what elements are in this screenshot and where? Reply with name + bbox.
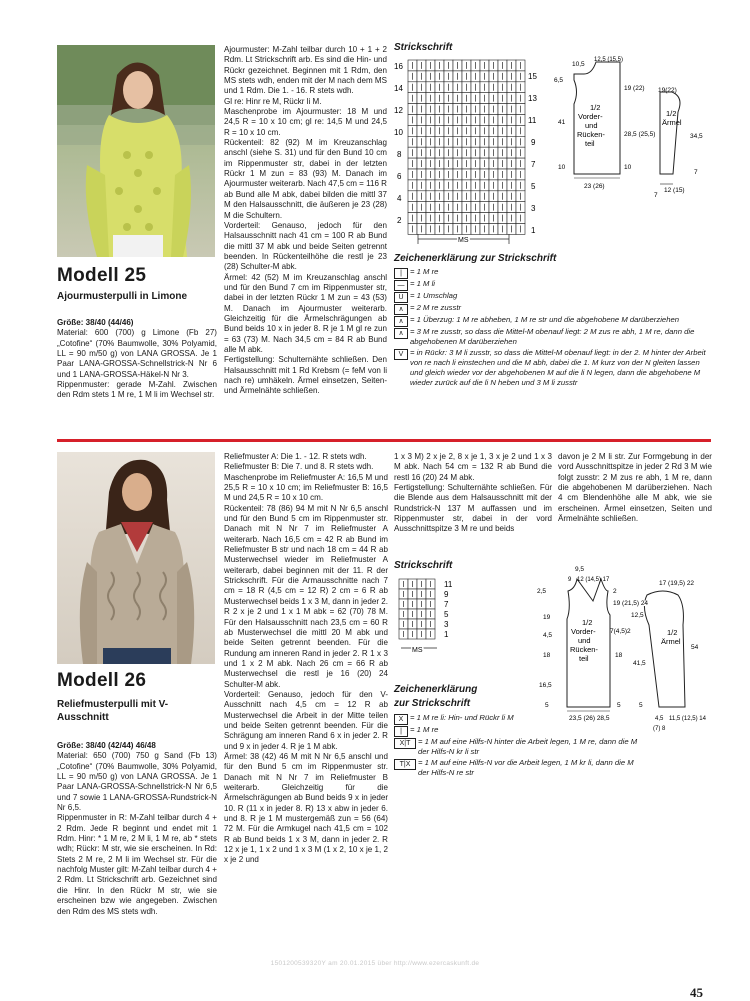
t19b: 19 (21,5) 24 [613,600,649,607]
purl-symbol-icon: X [394,714,408,725]
m25-col2-p3: Rückenteil: 82 (92) M im Kreuzanschlag anschl (siehe S. 31) und für den Bund 10 cm im Rippenmuster str, dabei in der letzten Rückr 1 M zun = 83 (93) M. Danach im Ajourmuster weiterarb. Nach 47,5 cm = 116 R ab Bund alle M abk, dabei bilden die mittl 37 M den Halsausschnitt, die äußeren je 23 (28) M die Schultern. [224,138,387,220]
model-26-illustration [57,452,215,664]
model-26-chart-grid [399,579,435,639]
s-34: 34,5 [690,133,703,140]
s-7r: 7 [694,169,698,176]
legend-item: | = 1 M re [394,267,712,279]
row-label: 16 [394,62,403,71]
model-25-size: Größe: 38/40 (44/46) [57,318,134,327]
legend-item: X = 1 M re li: Hin- und Rückr li M [394,713,644,725]
model-25-chart-right-rows [528,72,537,235]
t12: 12 (14,5) 17 [577,577,610,583]
t18r: 18 [615,652,623,659]
model-25-title: Modell 25 [57,265,147,286]
row-label: 10 [394,128,403,137]
m-top-a: 10,5 [572,61,585,68]
model-26-col1 [57,741,217,917]
row-label: 9 [531,138,536,147]
row-label: 11 [444,580,453,589]
m26-col2-p1: Reliefmuster B: Die 7. und 8. R stets wdh. [224,462,374,472]
row-label: 4 [397,194,402,203]
m25-col2-p5: Ärmel: 42 (52) M im Kreuzanschlag anschl und für den Bund 7 cm im Rippenmuster str, dabei in der letzten Rückr 1 M zun = 43 (53) M. Danach im Ajourmuster weiterarb. Gleichzeitig für die Ärmelschrägungen ab Bund beids 10 x in jeder 8. R je 1 M gl re zun = 63 (73) M. Nach 34,5 cm = 84 R ab Bund alle M abk. [224,272,387,354]
legend-item: ∧ = 2 M re zusstr [394,303,712,315]
m-10l: 10 [558,164,566,171]
model-26-legend-title-2: zur Strickschrift [394,698,471,709]
m26-col2-p4: Vorderteil: Genauso, jedoch für den V-Ausschnitt nach 4,5 cm = 12 R ab Musterwechsel die Arbeit in der Mitte teilen und beide Seiten getrennt beenden. Für die Schrägung am inneren Rand 6 x in jeder 2. R und 9 x in jeder 4. R je 1 M abk. [224,689,388,751]
model-26-size: Größe: 38/40 (42/44) 46/48 [57,741,156,750]
t45: 4,5 [543,632,553,639]
s-top: 19(22) [658,87,677,94]
m25-col2-p0: Ajourmuster: M-Zahl teilbar durch 10 + 1 + 2 Rdm. Lt Strickschrift arb. Es sind die Hin- und Rückr gezeichnet. Beginnen mit 1 Rdm, den MS stets wdh, enden mit der M nach dem MS und 1 Rdm. Die 1. - 16. R stets wdh. [224,45,387,96]
purl-symbol-icon: — [394,280,408,291]
row-label: 1 [444,630,449,639]
m25-col2-p2: Maschenprobe im Ajourmuster: 18 M und 24,5 R = 10 x 10 cm; gl re: 14,5 M und 24,5 R = 10 x 10 cm. [224,107,387,137]
p3tog-symbol-icon: V [394,349,408,360]
t5l: 5 [545,702,549,709]
front-label: 1/2 Vorder-und Rücken-teil [570,618,598,663]
s11: 11,5 (12,5) 14 [669,716,706,722]
model-26-chart-title: Strickschrift [394,560,453,571]
model-26-legend-title-1: Zeichenerklärung [394,684,478,695]
row-label: 1 [531,226,536,235]
model-25-illustration [57,45,215,257]
model-25-material: Material: 600 (700) g Limone (Fb 27) „Cotofine“ (70% Baumwolle, 30% Polyamid, LL = 90 m/50 g) von LANA GROSSA. Je 1 Paar LANA-GROSSA-Schnellstrick-N Nr 6 und 1 LANA-GROSSA-Häkel-N Nr 3. [57,328,217,379]
s7: (7) 8 [653,726,666,732]
m25-col2-p6: Fertigstellung: Schulternähte schließen. Den Halsausschnitt mit 1 Rd Krebsm (= feM von li nach re) umhäkeln. Ärmel einsetzen, Seiten- und Ärmelnähte schließen. [224,355,387,396]
legend-item: T|X = 1 M auf eine Hilfs-N vor die Arbeit legen, 1 M kr li, dann die M der Hilfs-N re str [394,758,644,779]
t18: 18 [543,652,551,659]
model-25-chart-left-rows [394,62,403,225]
model-25-photo [57,45,215,257]
row-label: 3 [531,204,536,213]
model-26-knitting-chart [394,576,464,656]
m26-col3-p0: 1 x 3 M) 2 x je 2, 8 x je 1, 3 x je 2 und 1 x 3 M abk. Nach 54 cm = 132 R ab Bund die restl 16 (20) 24 M abk. [394,452,552,482]
model-26-photo [57,452,215,664]
s45: 4,5 [655,716,664,722]
t19a: 19 [543,614,551,621]
row-label: 13 [528,94,537,103]
model-26-chart-ms: MS [412,647,423,654]
model-25-col2 [224,45,387,397]
s17: 17 (19,5) 22 [659,580,695,587]
model-26-material: Material: 650 (700) 750 g Sand (Fb 13) „Cotofine“ (70% Baumwolle, 30% Polyamid, LL = 90 m/50 g) von LANA GROSSA. Je 1 Paar LANA-GROSSA-Schnellstrick-N Nr 6,5 und 7 sowie 1 LANA-GROSSA-Rundstrick-N Nr 6,5. [57,751,217,813]
model-26-col3 [394,452,552,535]
sleeve-label: 1/2 Ärmel [661,628,681,646]
cross-left-symbol-icon: T|X [394,759,416,770]
s54: 54 [691,644,699,651]
t9: 9 [568,577,572,583]
sleeve-label: 1/2 Ärmel [662,109,682,127]
m26-col3-p1: Fertigstellung: Schulternähte schließen. Für die Blende aus dem Halsausschnitt mit der Rundstrick-N 137 M auffassen und im Rippenmuster str, dabei in der vord Ausschnittspitze 3 M re und beids [394,483,552,534]
row-label: 7 [444,600,449,609]
row-label: 15 [528,72,537,81]
s-7l: 7 [654,192,658,199]
row-label: 11 [528,116,537,125]
row-label: 3 [444,620,449,629]
m26-col2-p3: Rückenteil: 78 (86) 94 M mit N Nr 6,5 anschl und für den Bund 5 cm im Rippenmuster str. Danach mit N Nr 7 im Reliefmuster A weiterarb. Nach 16,5 cm = 42 R ab Bund im Reliefmuster B str und nach 18 cm = 44 R ab Musterwechsel wieder im Reliefmuster A weiterarb, dabei beginnen mit der 11. R der Strickschrift. Für die Armausschnitte nach 7 cm = 18 R (4,5 cm = 12 R) 2 cm = 6 R ab Musterwechsel beids 1 x 3 M, dann in jeder 2. R 2 x je 2 und 1 x 1 M abk = 62 (70) 78 M. Für den Halsausschnitt nach 23,5 cm = 60 R ab Musterwechsel die mittl 20 M abk und beide Seiten getrennt beenden. Für die Rundung am inneren Rand in jeder 2. R 1 x 3 und 1 x 2 M abk. Nach 26 cm = 66 R ab Musterwechsel die restl je 16 (20) 24 Schulter-M abk. [224,503,388,689]
row-label: 8 [397,150,402,159]
m26-col4-p0: davon je 2 M li str. Zur Formgebung in der vord Ausschnittspitze in jeder 2 Rd 3 M wie folgt zusstr: 2 M zus re abh, 1 M re, dann die abgehobenen M darüberziehen. Nach 4 cm Blendenhöhe alle M abk, wie sie erscheinen. Ärmel einsetzen, Seiten und Ärmelnähte schließen. [558,452,712,524]
m-19: 19 (22) [624,85,645,92]
yarn-over-symbol-icon: U [394,292,408,303]
t165: 16,5 [539,682,552,689]
legend-item: ∧ = 3 M re zusstr, so dass die Mittel-M obenauf liegt: 2 M zus re abh, 1 M re, dann die abgehobenen M darüberziehen [394,327,712,348]
footer-watermark: 1501200539320Y am 20.01.2015 über http://www.ezercaskunft.de [270,960,480,967]
page-number: 45 [690,985,703,1000]
legend-item: | = 1 M re [394,725,644,737]
cross-right-symbol-icon: X|T [394,738,416,749]
row-label: 7 [531,160,536,169]
model-25-rippen: Rippenmuster: gerade M-Zahl. Zwischen den Rdm stets 1 M re, 1 M li im Wechsel str. [57,380,217,400]
m-top-b: 12,5 (15,5) [594,57,624,63]
model-25-knitting-chart [394,56,544,246]
s415: 41,5 [633,660,646,667]
section-divider [57,439,711,442]
knit-symbol-icon: | [394,268,408,279]
row-label: 5 [531,182,536,191]
ssk-symbol-icon: ∧ [394,316,408,327]
t95: 9,5 [575,566,585,573]
legend-item: X|T = 1 M auf eine Hilfs-N hinter die Arbeit legen, 1 M re, dann die M der Hilfs-N kr li str [394,737,644,758]
model-25-schema [548,52,714,202]
legend-item: — = 1 M li [394,279,712,291]
m26-col2-p2: Maschenprobe im Reliefmuster A: 16,5 M und 25,5 R = 10 x 10 cm; im Reliefmuster B: 16,5 M und 24,5 R = 10 x 10 cm. [224,472,388,503]
model-26-col2 [224,452,388,866]
model-25-legend-title: Zeichenerklärung zur Strickschrift [394,253,557,264]
row-label: 6 [397,172,402,181]
m-23: 23 (26) [584,183,605,190]
model-26-col4 [558,452,712,524]
row-label: 2 [397,216,402,225]
m25-col2-p1: Gl re: Hinr re M, Rückr li M. [224,96,322,106]
t25: 2,5 [537,588,547,595]
legend-item: ∧ = 1 Überzug: 1 M re abheben, 1 M re str und die abgehobene M darüberziehen [394,315,712,327]
k2tog-symbol-icon: ∧ [394,304,408,315]
row-label: 14 [394,84,403,93]
front-label: 1/2 Vorder-und Rücken-teil [577,103,605,148]
model-25-subtitle: Ajourmusterpulli in Limone [57,291,188,302]
model-26-chart-rows [444,580,453,639]
s125: 12,5 [631,612,644,619]
m25-col2-p4: Vorderteil: Genauso, jedoch für den Halsausschnitt nach 41 cm = 100 R ab Bund die mittl 37 M abk und beide Seiten getrennt beenden. In Rückenteilhöhe die restl je 23 (28) Schulter-M abk. [224,220,387,272]
row-label: 12 [394,106,403,115]
model-25-chart-title: Strickschrift [394,42,453,53]
model-25-chart-grid [408,60,525,234]
m-6-5: 6,5 [554,77,564,84]
m-10r: 10 [624,164,632,171]
m26-col2-p0: Reliefmuster A: Die 1. - 12. R stets wdh. [224,452,367,461]
t23: 23,5 (26) 28,5 [569,715,610,722]
model-26-title: Modell 26 [57,670,147,691]
m26-col2-p5: Ärmel: 38 (42) 46 M mit N Nr 6,5 anschl und für den Bund 5 cm im Rippenmuster str. Danach mit N Nr 7 im Reliefmuster B weiterarb. Gleichzeitig für die Ärmelschrägungen ab Bund beids 9 x in jeder 10. R (11 x in jeder 8. R) 13 x abw in jeder 6. und 8. R je 1 M mustergemäß zun = 56 (64) 72 M. Für die Armkugel nach 41,5 cm = 102 R ab Bund beids 1 x 3 M, dann in jeder 2. R 12 x je 1, 1 x 2 und 1 x 3 M (1 x 2, 10 x je 1, 2 x je 2 und [224,751,388,865]
model-26-legend [394,713,644,778]
s-12: 12 (15) [664,187,685,194]
model-25-col1 [57,318,217,401]
row-label: 5 [444,610,449,619]
t5r: 5 [617,702,621,709]
knit-symbol-icon: | [394,726,408,737]
model-25-chart-ms: MS [458,237,469,244]
m-28: 28,5 (25,5) [624,131,656,138]
model-26-subtitle: Reliefmusterpulli mit V-Ausschnitt [57,699,169,723]
t7: 7(4,5)2 [610,628,631,635]
t2: 2 [613,588,617,595]
legend-item: V = in Rückr: 3 M li zusstr, so dass die Mittel-M obenauf liegt: in der 2. M hinter der Arbeit von re nach li einstechen und die M abh, dabei die 1. M kurz von der N gleiten lassen und gleich wieder vor der abgehobenen M auf die li N legen, dann die abgehobene M wieder zurück auf die li N heben und 3 M li zusstr [394,348,712,389]
s5: 5 [639,702,643,709]
legend-item: U = 1 Umschlag [394,291,712,303]
m-41: 41 [558,119,566,126]
cdd-symbol-icon: ∧ [394,328,408,339]
model-25-legend [394,267,712,389]
model-26-rippen: Rippenmuster in R: M-Zahl teilbar durch 4 + 2 Rdm. Jede R beginnt und endet mit 1 Rdm. Hinr: * 1 M re, 2 M li, 1 M re, ab * stets wdh; Rückr: M str, wie sie erscheinen. In Rd: Stets 2 M re, 2 M li im Wechsel str. Für die nachfolg Muster gilt: M-Zahl teilbar durch 4 + 2 Rdm. Lt Strickschrift arb. Gezeichnet sind die Hinr. In den Rückr M str, wie sie erscheinen bzw wie angegeben. Zwischen den Rdm des MS stets wdh. [57,813,217,916]
row-label: 9 [444,590,449,599]
